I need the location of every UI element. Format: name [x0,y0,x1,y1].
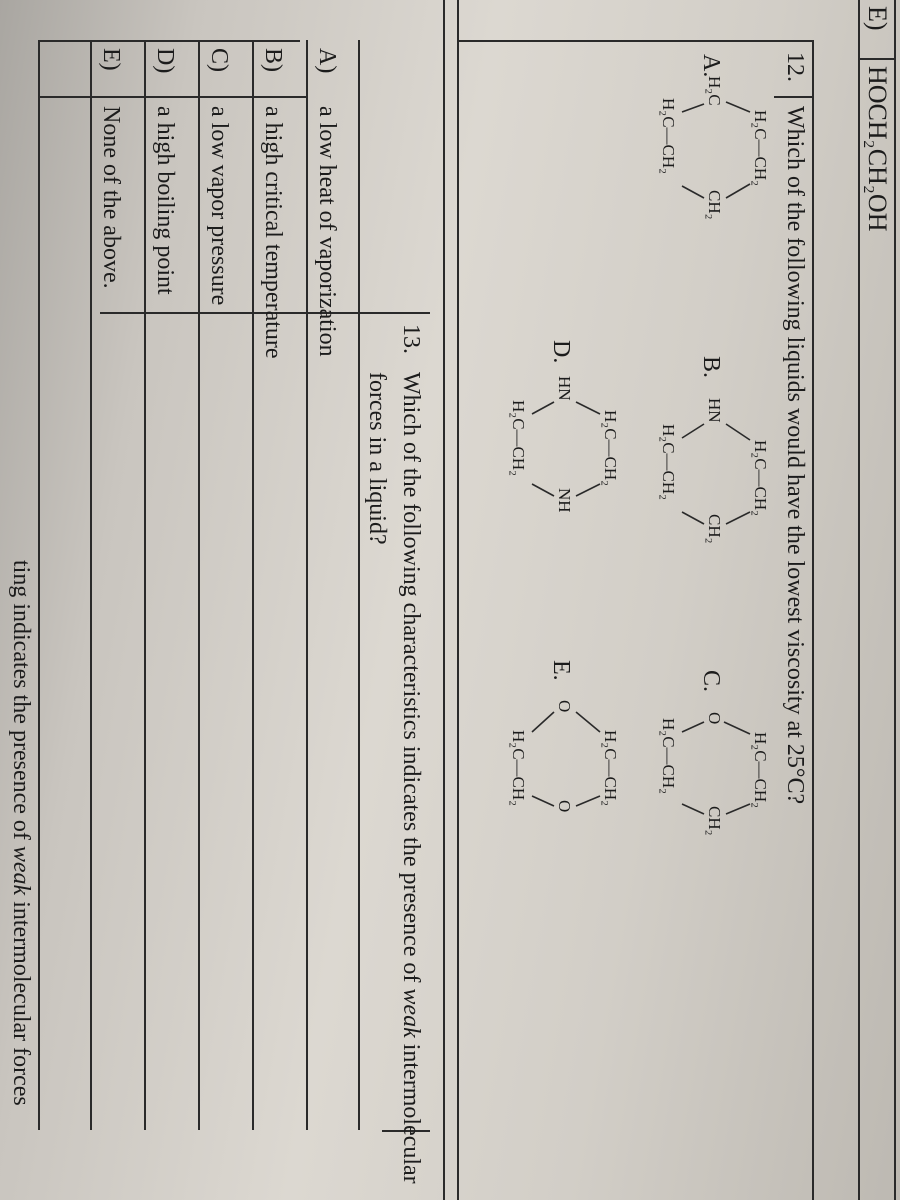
q12-number: 12. [782,52,808,82]
ring-a-left: H₂C [705,76,724,106]
ring-d-left: HN [555,376,574,401]
ring-e-bonds [890,0,900,10]
q13-a-letter: A) [314,48,340,74]
ring-d-right: NH [555,488,574,513]
answer-formula: HOCH₂CH₂OH [863,66,892,232]
q12-option-a-letter: A. [698,54,724,78]
ring-c-bottom: H₂C—CH₂ [659,718,678,795]
ring-e-top: H₂C—CH₂ [601,730,620,807]
q13-d-text: a high boiling point [152,106,178,295]
ring-c-right: CH₂ [705,806,724,836]
q12-option-b-letter: B. [698,356,724,379]
q13-text-line1: Which of the following characteristics indicates the presence of weak intermolecular [398,372,424,1184]
ring-d-top: H₂C—CH₂ [601,410,620,487]
bottom-fragment: ting indicates the presence of weak intermolecular forces [8,560,34,1106]
q13-d-letter: D) [152,48,178,74]
q12-option-d-letter: D. [548,340,574,364]
ring-a-bottom: H₂C—CH₂ [659,98,678,175]
ring-a-top: H₂C—CH₂ [751,110,770,187]
q13-c-letter: C) [206,48,232,72]
ring-b-left: HN [705,398,724,423]
ring-c-left: O [705,712,724,725]
q13-emphasis: weak [398,988,424,1038]
q13-b-letter: B) [260,48,286,72]
ring-d-bottom: H₂C—CH₂ [509,400,528,477]
ring-e-bottom: H₂C—CH₂ [509,730,528,807]
ring-e-left: O [555,700,574,713]
q12-option-c-letter: C. [698,670,724,693]
ring-b-right: CH₂ [705,514,724,544]
q13-e-letter: E) [98,48,124,71]
q13-text-line2: forces in a liquid? [364,372,390,545]
q12-option-e-letter: E. [548,660,574,681]
q13-b-text: a high critical temperature [260,106,286,359]
ring-e-right: O [555,800,574,813]
ring-b-bottom: H₂C—CH₂ [659,424,678,501]
q13-c-text: a low vapor pressure [206,106,232,306]
ring-c-top: H₂C—CH₂ [751,732,770,809]
ring-a-right: CH₂ [705,190,724,220]
q13-e-text: None of the above. [98,106,124,289]
answer-letter: E) [863,6,892,31]
q13-number: 13. [398,324,424,354]
q13-a-text: a low heat of vaporization [314,106,340,357]
q12-text: Which of the following liquids would have the lowest viscosity at 25°C? [782,106,808,805]
ring-b-top: H₂C—CH₂ [751,440,770,517]
